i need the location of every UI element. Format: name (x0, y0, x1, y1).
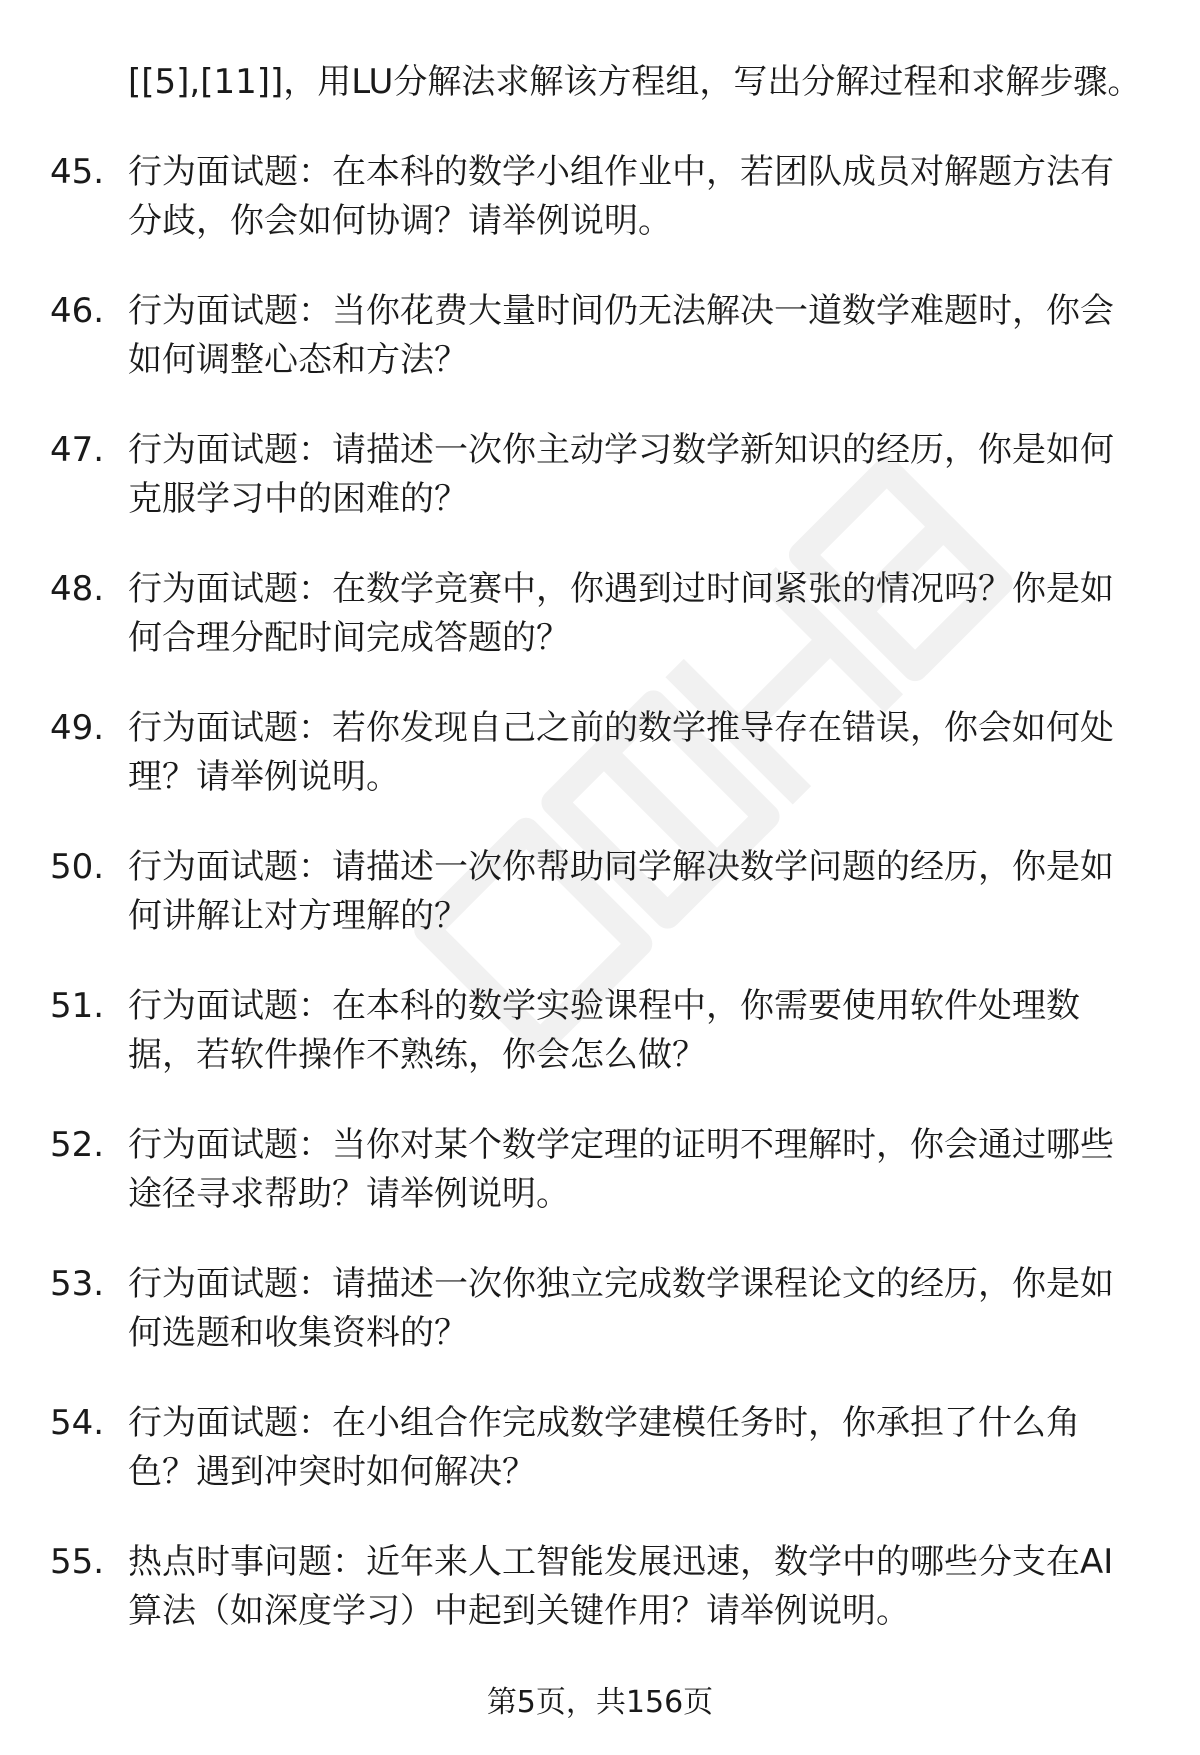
list-item (50, 148, 1145, 246)
page-footer: 第5页，共156页 (486, 1685, 714, 1720)
list-item (50, 426, 1145, 524)
question-number: 49. (50, 708, 105, 748)
question-number: 54. (50, 1403, 105, 1443)
list-item (50, 1260, 1145, 1358)
question-text: 热点时事问题：近年来人工智能发展迅速，数学中的哪些分支在AI算法（如深度学习）中起到关键作用？请举例说明。 (128, 1542, 1114, 1631)
list-item (50, 1399, 1145, 1497)
question-number: 50. (50, 847, 105, 887)
question-text: 行为面试题：当你对某个数学定理的证明不理解时，你会通过哪些途径寻求帮助？请举例说明。 (128, 1125, 1114, 1214)
question-text: 行为面试题：在本科的数学实验课程中，你需要使用软件处理数据，若软件操作不熟练，你会怎么做？ (128, 986, 1080, 1075)
question-text: 行为面试题：在小组合作完成数学建模任务时，你承担了什么角色？遇到冲突时如何解决？ (128, 1403, 1080, 1492)
question-text: 行为面试题：在数学竞赛中，你遇到过时间紧张的情况吗？你是如何合理分配时间完成答题的？ (128, 569, 1114, 658)
question-list (50, 58, 1145, 1677)
list-item (50, 982, 1145, 1080)
question-number: 46. (50, 291, 105, 331)
question-text: 行为面试题：请描述一次你主动学习数学新知识的经历，你是如何克服学习中的困难的？ (128, 430, 1114, 519)
question-text: 行为面试题：在本科的数学小组作业中，若团队成员对解题方法有分歧，你会如何协调？请举例说明。 (128, 152, 1114, 241)
question-number: 53. (50, 1264, 105, 1304)
list-item (50, 1121, 1145, 1219)
list-item (50, 287, 1145, 385)
question-text: 行为面试题：请描述一次你独立完成数学课程论文的经历，你是如何选题和收集资料的？ (128, 1264, 1114, 1353)
question-number: 48. (50, 569, 105, 609)
question-number: 47. (50, 430, 105, 470)
question-number: 45. (50, 152, 105, 192)
list-item (50, 843, 1145, 941)
list-item (50, 1538, 1145, 1636)
question-text: 行为面试题：当你花费大量时间仍无法解决一道数学难题时，你会如何调整心态和方法？ (128, 291, 1114, 380)
previous-question-continuation: [[5],[11]]，用LU分解法求解该方程组，写出分解过程和求解步骤。 (128, 62, 1142, 102)
question-number: 51. (50, 986, 105, 1026)
question-number: 55. (50, 1542, 105, 1582)
list-item (50, 704, 1145, 802)
question-text: 行为面试题：请描述一次你帮助同学解决数学问题的经历，你是如何讲解让对方理解的？ (128, 847, 1114, 936)
list-item (50, 565, 1145, 663)
question-text: 行为面试题：若你发现自己之前的数学推导存在错误，你会如何处理？请举例说明。 (128, 708, 1114, 797)
question-number: 52. (50, 1125, 105, 1165)
